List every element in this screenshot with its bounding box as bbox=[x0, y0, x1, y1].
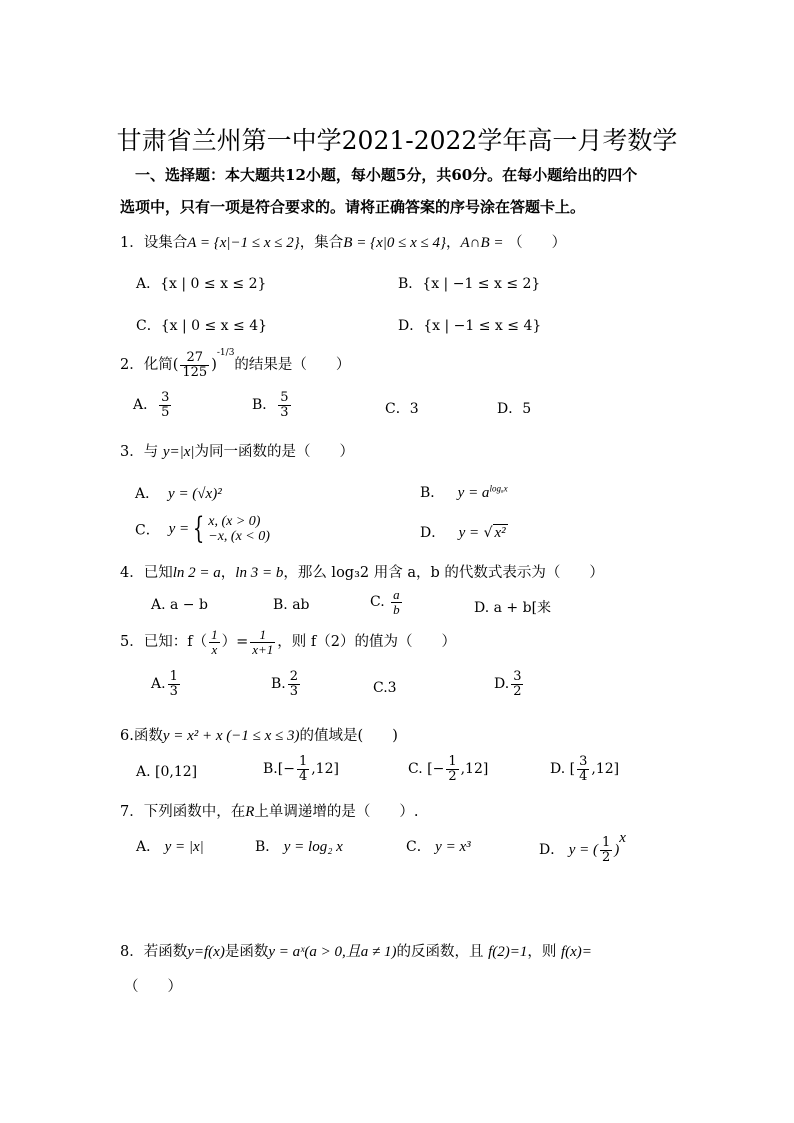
question-1-stem: 1．设集合A = {x|−1 ≤ x ≤ 2}，集合B = {x|0 ≤ x ≤ 4}，A∩B = （ ） bbox=[120, 235, 567, 251]
question-3-option-c[interactable]: C． y = { x, (x > 0) −x, (x < 0) bbox=[135, 511, 270, 547]
question-4-option-c[interactable]: C. $\frac{a}{b}$ bbox=[370, 587, 400, 617]
question-3-option-a[interactable]: A． y = (√x)² bbox=[135, 486, 222, 502]
question-6-option-c[interactable]: C. [− $\frac{1}{2}$ ,12] bbox=[408, 754, 489, 784]
question-4-option-d[interactable]: D. a + b[来 bbox=[474, 600, 552, 616]
question-5-stem: 5．已知：f（ $\frac{1}{x}$ ）= $\frac{1}{x+1}$ ，则 f（2）的值为（ ） bbox=[120, 627, 456, 657]
question-2-option-a[interactable]: A． $\frac{3}{5}$ bbox=[133, 390, 170, 420]
section-heading-line1: 一、选择题：本大题共12小题，每小题5分，共60分。在每小题给出的四个 bbox=[135, 166, 638, 184]
question-5-option-c[interactable]: C.3 bbox=[373, 680, 397, 696]
brace-icon: { bbox=[192, 511, 205, 547]
question-7-option-c[interactable]: C． y = x³ bbox=[406, 839, 471, 855]
question-3-stem: 3．与 y=|x|为同一函数的是（ ） bbox=[120, 444, 355, 460]
sqrt-icon: √ bbox=[483, 525, 493, 541]
question-6-option-b[interactable]: B.[− $\frac{1}{4}$ ,12] bbox=[263, 754, 339, 784]
question-3-option-d[interactable]: D． y = √ x² bbox=[420, 525, 506, 541]
question-7-stem: 7．下列函数中，在R上单调递增的是（ ）. bbox=[120, 804, 419, 820]
question-1-option-d[interactable]: D．{x | −1 ≤ x ≤ 4} bbox=[398, 318, 542, 334]
question-2-option-c[interactable]: C．3 bbox=[385, 401, 419, 417]
question-2-stem: 2．化简( $\frac{27}{125}$ )$^{-1/3}$的结果是（ ） bbox=[120, 348, 351, 380]
question-8-answer-blank: （ ） bbox=[124, 979, 182, 995]
question-2-option-b[interactable]: B． $\frac{5}{3}$ bbox=[252, 390, 289, 420]
page-title: 甘肃省兰州第一中学2021-2022学年高一月考数学 bbox=[116, 126, 678, 155]
question-7-option-d[interactable]: D． y = ( $\frac{1}{2}$ )$^x$ bbox=[539, 830, 626, 865]
question-1-option-b[interactable]: B．{x | −1 ≤ x ≤ 2} bbox=[398, 276, 541, 292]
question-4-option-b[interactable]: B. ab bbox=[273, 597, 310, 613]
fraction: $\frac{27}{125}$ bbox=[182, 349, 208, 380]
question-3-option-b[interactable]: B． $y = a^{log_ax}$ bbox=[420, 483, 508, 501]
question-4-option-a[interactable]: A. a − b bbox=[151, 597, 208, 613]
question-2-option-d[interactable]: D．5 bbox=[497, 401, 532, 417]
question-5-option-d[interactable]: D. $\frac{3}{2}$ bbox=[494, 669, 522, 699]
question-8-stem: 8．若函数y=f(x)是函数y = aˣ(a > 0,且a ≠ 1)的反函数，且 f(2)=1，则 f(x)= bbox=[120, 944, 592, 960]
question-4-stem: 4．已知ln 2 = a，ln 3 = b，那么 log₃2 用含 a，b 的代数式表示为（ ） bbox=[120, 565, 604, 581]
question-7-option-b[interactable]: B． y = log₂ x bbox=[255, 839, 343, 855]
question-5-option-a[interactable]: A. $\frac{1}{3}$ bbox=[151, 669, 178, 699]
question-6-option-a[interactable]: A. [0,12] bbox=[136, 764, 198, 780]
question-7-option-a[interactable]: A． y = |x| bbox=[136, 839, 204, 855]
question-6-option-d[interactable]: D. [ $\frac{3}{4}$ ,12] bbox=[550, 754, 620, 784]
question-1-option-a[interactable]: A．{x | 0 ≤ x ≤ 2} bbox=[136, 276, 267, 292]
section-heading-line2: 选项中，只有一项是符合要求的。请将正确答案的序号涂在答题卡上。 bbox=[120, 198, 586, 216]
question-5-option-b[interactable]: B. $\frac{2}{3}$ bbox=[271, 669, 299, 699]
question-6-stem: 6.函数y = x² + x (−1 ≤ x ≤ 3)的值域是( ) bbox=[120, 728, 398, 744]
question-1-option-c[interactable]: C．{x | 0 ≤ x ≤ 4} bbox=[136, 318, 268, 334]
